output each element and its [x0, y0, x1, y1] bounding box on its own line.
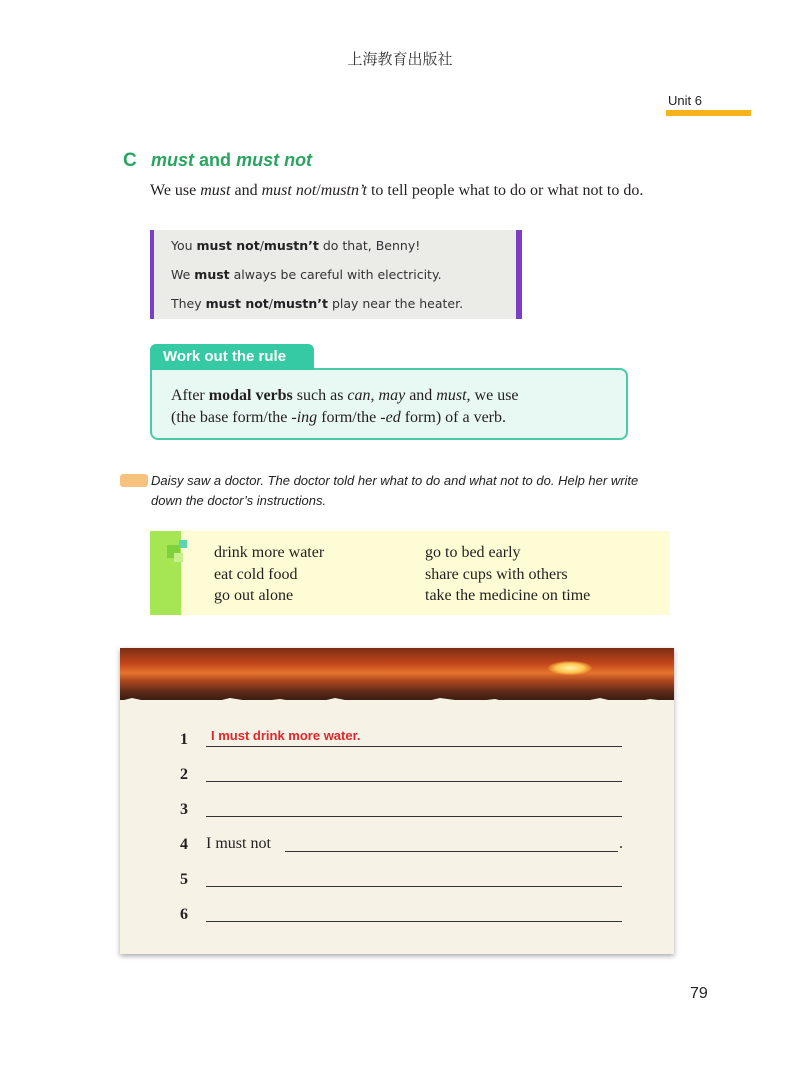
exercise-number: 4 [180, 836, 188, 853]
example-slash: / [268, 296, 273, 311]
example-bold: must [194, 267, 230, 282]
section-title [151, 150, 312, 171]
example-bold: must not [205, 296, 269, 311]
example-slash: / [259, 238, 264, 253]
rule-italic: must [436, 387, 467, 404]
answer-line-6[interactable] [206, 921, 622, 922]
exercise-number: 6 [180, 906, 188, 923]
example-bold: must not [196, 238, 260, 253]
rule-fragment: and [405, 387, 437, 404]
section-letter: C [123, 150, 137, 171]
answer-line-5[interactable] [206, 886, 622, 887]
rule-fragment: , [370, 387, 379, 404]
example-sentence [171, 267, 442, 282]
example-text: You [171, 238, 197, 253]
decor-square [179, 540, 187, 548]
title-and: and [199, 150, 232, 170]
example-sentence [171, 296, 463, 311]
example-text: do that, Benny! [318, 238, 421, 253]
example-bold: mustn’t [273, 296, 328, 311]
section-intro [150, 180, 680, 202]
example-text: play near the heater. [327, 296, 464, 311]
rule-fragment: , we use [466, 387, 519, 404]
rule-fragment: such as [292, 387, 348, 404]
example-sentence [171, 238, 420, 253]
phrase-item: go out alone [214, 587, 294, 604]
decor-square [174, 553, 183, 562]
intro-slash: / [316, 182, 321, 199]
sample-answer: I must drink more water. [211, 728, 361, 743]
rule-fragment: form/the [317, 409, 381, 426]
intro-text: We use [150, 182, 201, 199]
intro-text: to tell people what to do or what not to do. [366, 182, 644, 199]
intro-must-not: must not [261, 182, 317, 199]
exercise-number: 3 [180, 801, 188, 818]
rule-fragment: (the base form/the [171, 409, 292, 426]
rule-fragment: form) of a verb. [400, 409, 507, 426]
title-must-not: must not [236, 150, 313, 170]
torn-paper-edge [120, 692, 674, 710]
activity-instruction: Daisy saw a doctor. The doctor told her what to do and what not to do. Help her write down the doctor’s instructions. [151, 473, 639, 508]
unit-label: Unit 6 [668, 93, 702, 108]
example-text: They [171, 296, 206, 311]
example-bold: mustn’t [263, 238, 319, 253]
exercise-number: 2 [180, 766, 188, 783]
rule-italic: -ing [291, 409, 318, 426]
rule-text [171, 385, 621, 429]
rule-italic: -ed [380, 409, 401, 426]
intro-mustnt: mustn’t [320, 182, 367, 199]
example-text: We [171, 267, 195, 282]
example-text: always be careful with electricity. [229, 267, 442, 282]
activity-marker [120, 474, 148, 487]
rule-tab: Work out the rule [150, 344, 314, 370]
answer-line-1[interactable] [206, 746, 622, 747]
phrase-item: eat cold food [214, 566, 298, 583]
title-must: must [151, 150, 195, 170]
line4-prefix: I must not [206, 835, 271, 852]
rule-bold: modal verbs [208, 387, 293, 404]
rule-italic: may [378, 387, 406, 404]
example-box-right-bar [516, 230, 522, 319]
publisher-name: 上海教育出版社 [347, 50, 453, 68]
rule-italic: can [347, 387, 371, 404]
exercise-number: 5 [180, 871, 188, 888]
phrase-item: take the medicine on time [425, 587, 591, 604]
rule-fragment: After [171, 387, 209, 404]
unit-underline-bar [666, 110, 751, 116]
intro-must: must [200, 182, 231, 199]
sun-glow [548, 661, 592, 675]
phrase-item: go to bed early [425, 544, 521, 561]
answer-line-3[interactable] [206, 816, 622, 817]
answer-line-2[interactable] [206, 781, 622, 782]
page-number: 79 [690, 985, 708, 1002]
intro-text: and [230, 182, 262, 199]
answer-line-4[interactable] [285, 851, 618, 852]
exercise-number: 1 [180, 731, 188, 748]
example-sentences-box [150, 230, 522, 319]
phrase-box-strip [150, 531, 181, 615]
phrase-item: drink more water [214, 544, 325, 561]
phrase-item: share cups with others [425, 566, 568, 583]
line4-period: . [619, 835, 623, 852]
